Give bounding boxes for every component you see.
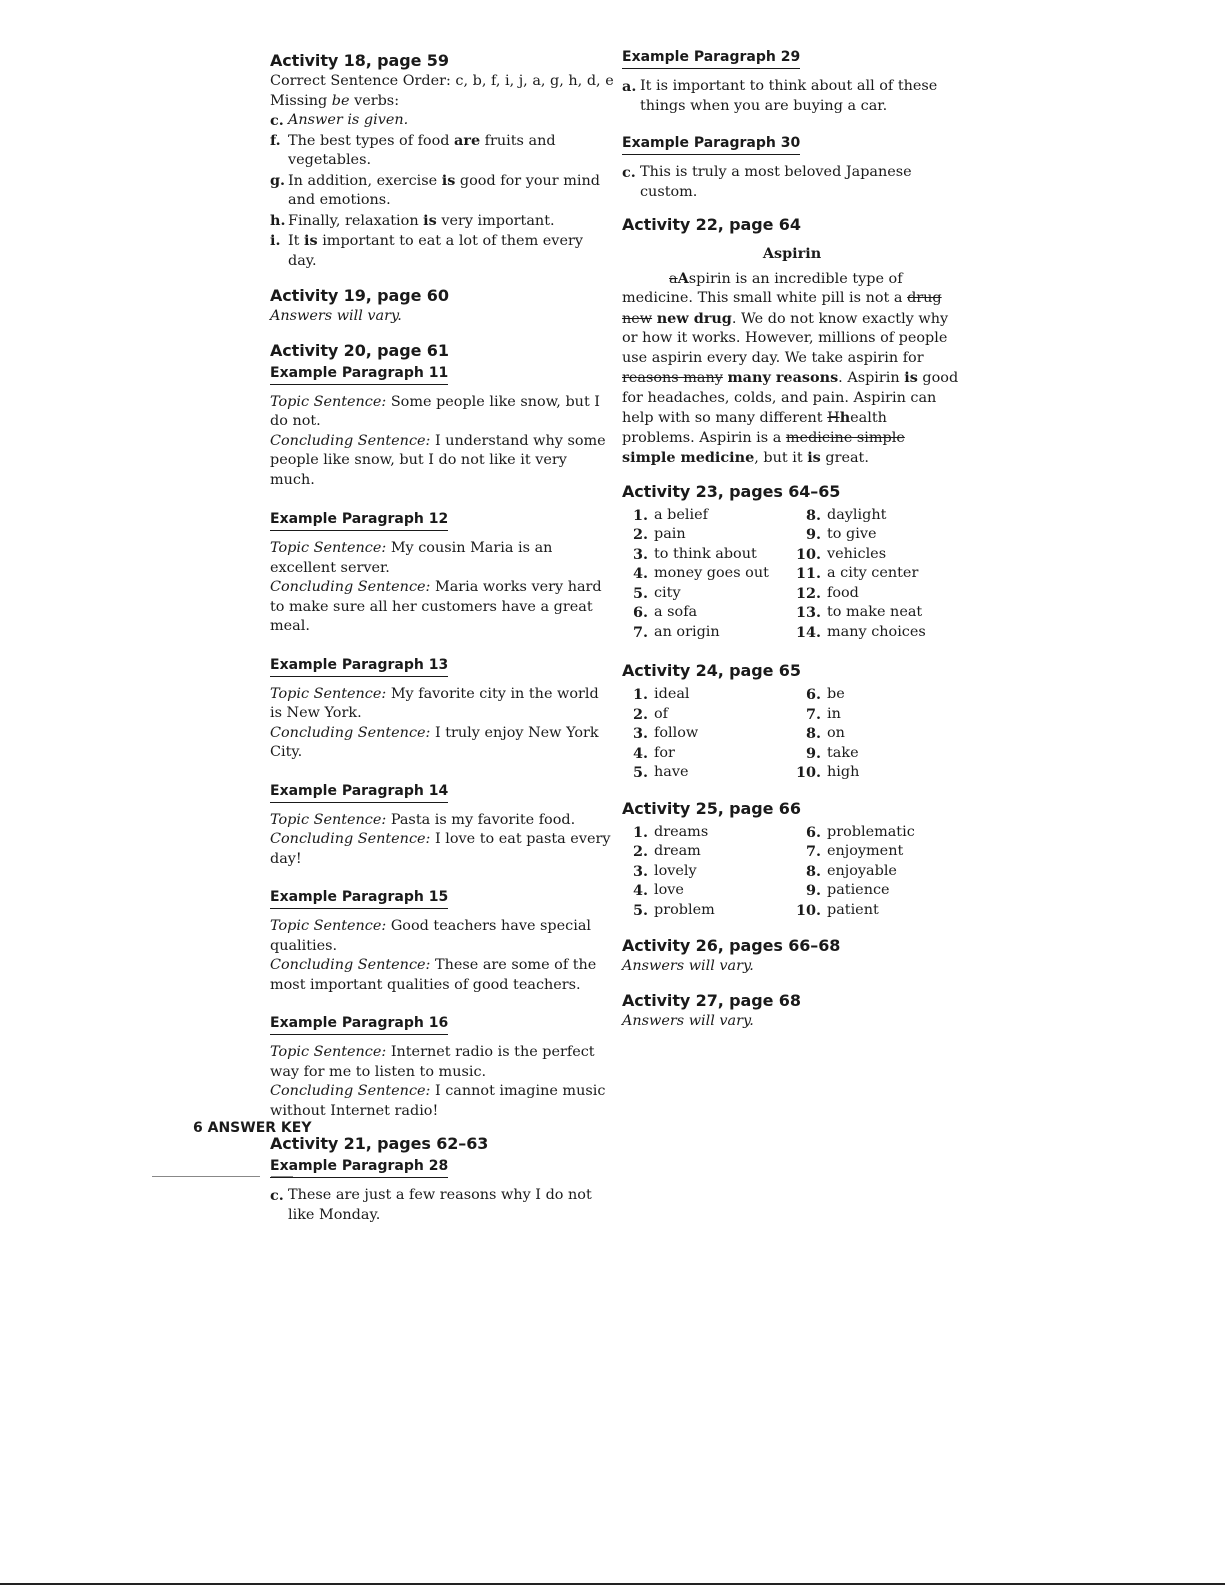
list-item: 3. follow <box>632 725 699 742</box>
activity-25-list <box>622 823 962 921</box>
example-paragraph-heading: Example Paragraph 11 <box>270 364 448 385</box>
list-item: c. These are just a few reasons why I do not like Monday. <box>270 1187 592 1223</box>
example-paragraph-heading: Example Paragraph 29 <box>622 48 800 69</box>
list-item: 2. of <box>632 705 668 723</box>
sentence-order: Correct Sentence Order: c, b, f, i, j, a, g, h, d, e <box>270 73 614 89</box>
activity-27-text: Answers will vary. <box>622 1012 754 1029</box>
list-item: 3. lovely <box>632 862 697 880</box>
example-paragraph-11 <box>270 364 615 491</box>
list-item: 5. city <box>632 584 681 602</box>
activity-18-body <box>270 72 615 271</box>
list-item: 6. be <box>805 686 845 703</box>
list-item: 1. dreams <box>632 823 709 841</box>
activity-19-text: Answers will vary. <box>270 308 402 324</box>
list-item: g. In addition, exercise is good for your mind and emotions. <box>270 171 600 208</box>
list-item: 9. to give <box>805 526 877 543</box>
list-item: 2. pain <box>632 526 686 543</box>
concluding-sentence: Concluding Sentence: I understand why some people like snow, but I do not like it very much. <box>270 432 606 488</box>
example-paragraph-heading: Example Paragraph 12 <box>270 510 448 531</box>
activity-24-heading: Activity 24, page 65 <box>622 661 801 680</box>
example-paragraph-15 <box>270 888 615 995</box>
aspirin-paragraph: aAspirin is an incredible type of medicine. This small white pill is not a drug new new drug. We do not know exactly why or how it works. However, millions of people use aspirin every day. We take aspirin for reasons many many reasons. Aspirin is good for headaches, colds, and pain. Aspirin can help with so many different Hhealth problems. Aspirin is a medicine simple simple medicine, but it is great. <box>622 269 959 466</box>
list-item: 14. many choices <box>795 623 926 641</box>
list-item: 4. love <box>632 882 684 899</box>
list-item: 1. a belief <box>632 506 708 524</box>
list-item: 3. to think about <box>632 545 757 563</box>
list-item: 7. an origin <box>632 623 720 641</box>
left-column <box>270 50 615 1225</box>
list-item: 9. take <box>805 744 859 762</box>
list-item: 4. for <box>632 744 675 762</box>
activity-24-list <box>622 685 962 783</box>
list-item: 11. a city center <box>795 565 919 582</box>
list-item: 7. enjoyment <box>805 843 904 860</box>
list-item: i. It is important to eat a lot of them every day. <box>270 232 583 269</box>
example-paragraph-heading: Example Paragraph 16 <box>270 1014 448 1035</box>
concluding-sentence: Concluding Sentence: I truly enjoy New York City. <box>270 724 599 760</box>
right-column <box>622 48 962 1031</box>
list-item: 6. problematic <box>805 823 915 841</box>
list-item: 6. a sofa <box>632 604 698 621</box>
list-item: 10. high <box>795 764 860 781</box>
example-paragraph-heading: Example Paragraph 14 <box>270 782 448 803</box>
list-item: c. Answer is given. <box>270 112 409 129</box>
list-item: a. It is important to think about all of these things when you are buying a car. <box>622 78 938 114</box>
concluding-sentence: Concluding Sentence: These are some of the most important qualities of good teachers. <box>270 957 597 993</box>
list-item: h. Finally, relaxation is very important. <box>270 211 555 229</box>
list-item: 5. have <box>632 764 689 781</box>
activity-26-text: Answers will vary. <box>622 958 754 974</box>
example-paragraph-13 <box>270 656 615 763</box>
list-item: 7. in <box>805 705 841 723</box>
activity-18-heading: Activity 18, page 59 <box>270 51 449 70</box>
list-item: 8. on <box>805 725 845 742</box>
concluding-sentence: Concluding Sentence: Maria works very hard to make sure all her customers have a great meal. <box>270 579 602 634</box>
list-item: 8. daylight <box>805 506 887 524</box>
example-paragraph-30 <box>622 134 962 202</box>
list-item: 9. patience <box>805 882 890 899</box>
activity-23-heading: Activity 23, pages 64–65 <box>622 481 841 501</box>
activity-22-heading: Activity 22, page 64 <box>622 215 801 234</box>
example-paragraph-29 <box>622 48 962 116</box>
activity-21-heading: Activity 21, pages 62–63 <box>270 1134 489 1153</box>
activity-20-heading: Activity 20, page 61 <box>270 340 449 360</box>
example-paragraph-heading: Example Paragraph 30 <box>622 134 800 155</box>
list-item: 8. enjoyable <box>805 862 897 880</box>
activity-26-heading: Activity 26, pages 66–68 <box>622 936 841 955</box>
footer-rule <box>271 1176 293 1177</box>
topic-sentence: Topic Sentence: Some people like snow, but I do not. <box>270 393 600 429</box>
example-paragraph-16 <box>270 1014 615 1121</box>
list-item: c. This is truly a most beloved Japanese custom. <box>622 164 912 200</box>
example-paragraph-heading: Example Paragraph 15 <box>270 888 448 909</box>
example-paragraph-14 <box>270 782 615 870</box>
topic-sentence: Topic Sentence: My favorite city in the world is New York. <box>270 685 599 721</box>
topic-sentence: Topic Sentence: Pasta is my favorite food. <box>270 811 576 828</box>
list-item: 10. patient <box>795 901 879 919</box>
example-paragraph-heading: Example Paragraph 28 <box>270 1157 448 1178</box>
activity-23-list <box>622 506 962 643</box>
list-item: 4. money goes out <box>632 565 769 582</box>
example-paragraph-heading: Example Paragraph 13 <box>270 656 448 677</box>
topic-sentence: Topic Sentence: Internet radio is the perfect way for me to listen to music. <box>270 1044 595 1080</box>
aspirin-title: Aspirin <box>762 245 822 262</box>
activity-25-heading: Activity 25, page 66 <box>622 798 801 818</box>
list-item: 2. dream <box>632 843 701 860</box>
activity-19-heading: Activity 19, page 60 <box>270 286 449 305</box>
topic-sentence: Topic Sentence: Good teachers have special qualities. <box>270 918 592 954</box>
list-item: 12. food <box>795 584 859 602</box>
concluding-sentence: Concluding Sentence: I love to eat pasta every day! <box>270 831 611 867</box>
activity-27-heading: Activity 27, page 68 <box>622 990 801 1010</box>
page-footer: 6 ANSWER KEY <box>193 1120 312 1136</box>
concluding-sentence: Concluding Sentence: I cannot imagine music without Internet radio! <box>270 1083 606 1119</box>
list-item: 5. problem <box>632 901 715 919</box>
example-paragraph-12 <box>270 510 615 637</box>
list-item: f. The best types of food are fruits and vegetables. <box>270 131 556 168</box>
list-item: 1. ideal <box>632 686 690 703</box>
list-item: 13. to make neat <box>795 604 923 621</box>
list-item: 10. vehicles <box>795 545 887 563</box>
missing-verbs-label: Missing be verbs: <box>270 92 400 109</box>
topic-sentence: Topic Sentence: My cousin Maria is an excellent server. <box>270 540 553 576</box>
example-paragraph-28 <box>270 1157 615 1225</box>
footer-rule <box>152 1176 260 1177</box>
